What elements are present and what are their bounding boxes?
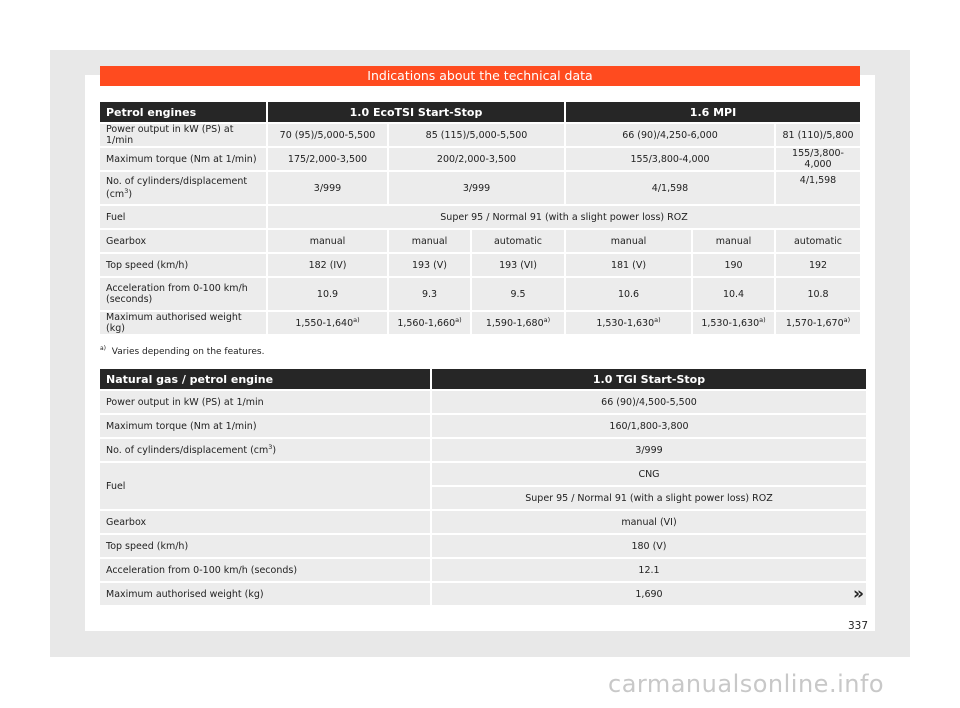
row-label: Maximum torque (Nm at 1/min) — [100, 148, 266, 170]
footnote-text: Varies depending on the features. — [111, 347, 265, 357]
table-row-torque — [100, 148, 860, 170]
row-label-end: ) — [128, 189, 133, 201]
footnote-mark: a) — [455, 316, 462, 325]
column-header-engine-type: Petrol engines — [100, 102, 266, 122]
row-label-text: No. of cylinders/displacement (cm — [106, 445, 269, 457]
cell-value: 1,530-1,630 — [701, 318, 760, 330]
table-row-cylinders — [100, 172, 860, 204]
table-row-cylinders — [100, 439, 866, 461]
row-label-end: ) — [272, 445, 277, 457]
table-cell: 182 (IV) — [268, 254, 387, 276]
table-cell: CNG — [432, 463, 866, 485]
table-cell: 193 (V) — [389, 254, 470, 276]
table-cell: 66 (90)/4,250-6,000 — [566, 124, 774, 146]
table-cell: 81 (110)/5,800 — [776, 124, 860, 146]
table-cell: manual (VI) — [432, 511, 866, 533]
table-row-fuel — [100, 206, 860, 228]
table-row-acceleration — [100, 278, 860, 310]
footnote-mark: a) — [759, 316, 766, 325]
table-cell: manual — [566, 230, 691, 252]
table-row-torque — [100, 415, 866, 437]
superscript: 3 — [268, 443, 273, 452]
row-label-text: No. of cylinders/displacement (cm — [106, 175, 248, 201]
table-cell: 3/999 — [268, 172, 387, 204]
natural-gas-engine-table — [98, 367, 868, 607]
table-cell: 3/999 — [432, 439, 866, 461]
row-label: Top speed (km/h) — [100, 254, 266, 276]
table-cell — [693, 312, 774, 334]
table-cell: manual — [693, 230, 774, 252]
continued-mark: » — [853, 584, 864, 604]
column-header-mpi: 1.6 MPI — [566, 102, 860, 122]
table-cell — [268, 312, 387, 334]
table-row-weight — [100, 312, 860, 334]
row-label: Gearbox — [100, 511, 430, 533]
table-cell: 200/2,000-3,500 — [389, 148, 564, 170]
table-row-gearbox — [100, 230, 860, 252]
row-label: Top speed (km/h) — [100, 535, 430, 557]
table-cell: 180 (V) — [432, 535, 866, 557]
row-label: Acceleration from 0-100 km/h (seconds) — [100, 278, 266, 310]
table-cell: 193 (VI) — [472, 254, 564, 276]
table-cell: 9.3 — [389, 278, 470, 310]
table-cell: 12.1 — [432, 559, 866, 581]
table-cell — [566, 312, 691, 334]
table-cell: manual — [268, 230, 387, 252]
watermark: carmanualsonline.info — [608, 670, 885, 698]
row-label: Fuel — [100, 206, 266, 228]
table-row-acceleration — [100, 559, 866, 581]
footnote-mark: a) — [353, 316, 360, 325]
table-cell: 190 — [693, 254, 774, 276]
table-cell: automatic — [776, 230, 860, 252]
table-row-power — [100, 124, 860, 146]
footnote-mark: a) — [654, 316, 661, 325]
row-label: Maximum torque (Nm at 1/min) — [100, 415, 430, 437]
table-cell: 155/3,800-4,000 — [776, 148, 860, 170]
table-cell: 181 (V) — [566, 254, 691, 276]
table-row-weight — [100, 583, 866, 605]
footnote-mark: a) — [543, 316, 551, 325]
table-row-top-speed — [100, 535, 866, 557]
table-cell — [389, 312, 470, 334]
table-cell: 70 (95)/5,000-5,500 — [268, 124, 387, 146]
table-header-row — [100, 369, 866, 389]
table-cell: 4/1,598 — [776, 172, 860, 204]
table-cell: 10.9 — [268, 278, 387, 310]
row-label: Gearbox — [100, 230, 266, 252]
row-label: Power output in kW (PS) at 1/min — [100, 124, 266, 146]
cell-value: 1,530-1,630 — [596, 318, 655, 330]
page-number: 337 — [848, 620, 869, 632]
table-cell: 175/2,000-3,500 — [268, 148, 387, 170]
table-row-fuel-cng — [100, 463, 866, 485]
table-cell: 155/3,800-4,000 — [566, 148, 774, 170]
table-cell: 192 — [776, 254, 860, 276]
footnote — [100, 345, 264, 357]
table-cell — [472, 312, 564, 334]
column-header-ecotsi: 1.0 EcoTSI Start-Stop — [268, 102, 564, 122]
footnote-mark: a) — [100, 345, 107, 352]
table-cell — [776, 312, 860, 334]
row-label: Maximum authorised weight (kg) — [100, 312, 266, 334]
table-cell: 9.5 — [472, 278, 564, 310]
column-header-engine-type: Natural gas / petrol engine — [100, 369, 430, 389]
row-label — [100, 439, 430, 461]
row-label — [100, 172, 266, 204]
table-cell: 10.4 — [693, 278, 774, 310]
table-cell: automatic — [472, 230, 564, 252]
table-cell: manual — [389, 230, 470, 252]
cell-value: 1,560-1,660 — [397, 318, 456, 330]
cell-value: 1,590-1,680 — [485, 318, 544, 330]
table-row-gearbox — [100, 511, 866, 533]
table-header-row — [100, 102, 860, 122]
table-cell: 10.8 — [776, 278, 860, 310]
table-cell: 3/999 — [389, 172, 564, 204]
table-row-top-speed — [100, 254, 860, 276]
table-cell: 1,690 — [432, 583, 866, 605]
footnote-mark: a) — [843, 316, 851, 325]
column-header-tgi: 1.0 TGI Start-Stop — [432, 369, 866, 389]
table-cell: 160/1,800-3,800 — [432, 415, 866, 437]
section-title: Indications about the technical data — [100, 66, 860, 86]
superscript: 3 — [124, 186, 129, 195]
table-cell: Super 95 / Normal 91 (with a slight power loss) ROZ — [432, 487, 866, 509]
row-label: Maximum authorised weight (kg) — [100, 583, 430, 605]
cell-value: 1,550-1,640 — [295, 318, 354, 330]
table-cell: 4/1,598 — [566, 172, 774, 204]
cell-value: 1,570-1,670 — [785, 318, 844, 330]
table-cell: 10.6 — [566, 278, 691, 310]
row-label: Power output in kW (PS) at 1/min — [100, 391, 430, 413]
petrol-engines-table — [98, 100, 862, 336]
table-cell: Super 95 / Normal 91 (with a slight power loss) ROZ — [268, 206, 860, 228]
row-label: Fuel — [100, 463, 430, 509]
table-cell: 66 (90)/4,500-5,500 — [432, 391, 866, 413]
table-cell: 85 (115)/5,000-5,500 — [389, 124, 564, 146]
row-label: Acceleration from 0-100 km/h (seconds) — [100, 559, 430, 581]
table-row-power — [100, 391, 866, 413]
